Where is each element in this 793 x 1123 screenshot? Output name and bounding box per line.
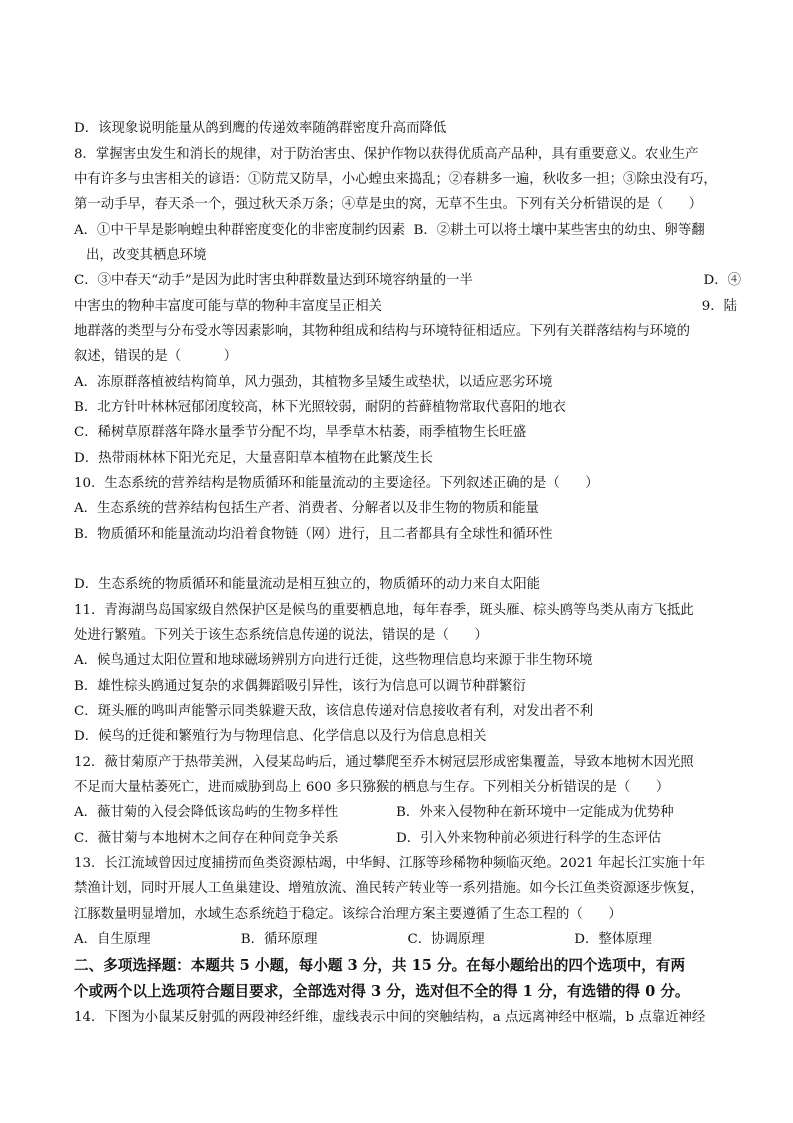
q10-stem: 10．生态系统的营养结构是物质循环和能量流动的主要途径。下列叙述正确的是（ ） [74,476,599,491]
q12-options-ab [74,801,741,825]
q11-stem-line1: 11．青海湖鸟岛国家级自然保护区是候鸟的重要栖息地，每年春季，斑头雁、棕头鸥等鸟类从南方飞抵此 [74,603,694,618]
section2-heading-line2: 个或两个以上选项符合题目要求，全部选对得 3 分，选对但不全的得 1 分，有选错的得 0 分。 [74,983,690,1000]
q8-option-b-cont: 出，改变其栖息环境 [86,248,207,263]
q14-stem-line1: 14．下图为小鼠某反射弧的两段神经纤维，虚线表示中间的突触结构，a 点远离神经中枢端，b 点靠近神经 [74,1010,706,1025]
q13-option-c: C．协调原理 [407,932,485,947]
q11-option-d: D．候鸟的迁徙和繁殖行为与物理信息、化学信息以及行为信息息相关 [74,729,487,744]
q9-option-d: D．热带雨林林下阳光充足，大量喜阳草本植物在此繁茂生长 [74,451,433,466]
q13-stem-line2: 禁渔计划，同时开展人工鱼巢建设、增殖放流、渔民转产转业等一系列措施。如今长江鱼类资源逐步恢复， [74,881,704,896]
q9-number: 9．陆 [701,299,737,314]
q11-option-c: C．斑头雁的鸣叫声能警示同类躲避天敌，该信息传递对信息接收者有利，对发出者不利 [74,704,594,719]
q8-option-c-text: C．③中春天“动手”是因为此时害虫种群数量达到环境容纳量的一半 [74,273,473,288]
q9-option-a: A．冻原群落植被结构简单，风力强劲，其植物多呈矮生或垫状，以适应恶劣环境 [74,375,553,390]
q8-stem-line3: 第一动手早，春天杀一个，强过秋天杀万条；④草是虫的窝，无草不生虫。下列有关分析错误的是（ ） [74,197,703,212]
q8-option-c [74,269,741,293]
q12-option-b: B．外来入侵物种在新环境中一定能成为优势种 [396,805,674,820]
q13-option-d: D．整体原理 [574,932,652,947]
section2-heading-line1: 二、多项选择题：本题共 5 小题，每小题 3 分，共 15 分。在每小题给出的四个选项中，有两 [74,957,686,974]
q12-stem-line2: 不足而大量枯萎死亡，进而威胁到岛上 600 多只猕猴的栖息与生存。下列相关分析错误的是（ ） [74,780,670,795]
q12-stem-line1: 12．薇甘菊原产于热带美洲，入侵某岛屿后，通过攀爬至乔木树冠层形成密集覆盖，导致本地树木因光照 [74,755,694,770]
q13-stem-line3: 江豚数量明显增加，水域生态系统趋于稳定。该综合治理方案主要遵循了生态工程的（ ） [74,907,622,922]
q11-option-a: A．候鸟通过太阳位置和地球磁场辨别方向进行迁徙，这些物理信息均来源于非生物环境 [74,653,593,668]
q11-stem-line2: 处进行繁殖。下列关于该生态系统信息传递的说法，错误的是（ ） [74,628,488,643]
q7-option-c [74,92,741,116]
q12-option-c: C．薇甘菊与本地树木之间存在种间竞争关系 [74,831,339,846]
q8-stem-line2: 中有许多与虫害相关的谚语：①防荒又防旱，小心蝗虫来捣乱；②春耕多一遍，秋收多一担；③除虫没有巧， [74,172,717,187]
q9-stem-line1: 地群落的类型与分布受水等因素影响，其物种组成和结构与环境特征相适应。下列有关群落结构与环境的 [74,324,690,339]
q9-option-c: C．稀树草原群落年降水量季节分配不均，旱季草木枯萎，雨季植物生长旺盛 [74,425,527,440]
q8-stem-line1: 8．掌握害虫发生和消长的规律，对于防治害虫、保护作物以获得优质高产品种，具有重要意义。农业生产 [74,147,699,162]
q8-option-d-text: 中害虫的物种丰富度可能与草的物种丰富度呈正相关 [74,299,382,314]
q9-option-b: B．北方针叶林林冠郁闭度较高，林下光照较弱，耐阴的苔藓植物常取代喜阳的地衣 [74,400,566,415]
q9-stem-line2: 叙述，错误的是（ ） [74,349,238,364]
q10-option-c [74,548,741,572]
q12-option-a: A．薇甘菊的入侵会降低该岛屿的生物多样性 [74,805,339,820]
q7-option-d: D．该现象说明能量从鸽到鹰的传递效率随鸽群密度升高而降低 [74,121,447,136]
q10-option-b: B．物质循环和能量流动均沿着食物链（网）进行，且二者都具有全球性和循环性 [74,527,553,542]
q12-option-d: D．引入外来物种前必须进行科学的生态评估 [396,831,662,846]
q13-option-b: B．循环原理 [240,932,318,947]
q8-option-a: A．①中干旱是影响蝗虫种群密度变化的非密度制约因素 B．②耕土可以将土壤中某些害虫的幼虫、卵等翻 [74,223,705,238]
q13-options [74,928,741,952]
q10-option-d: D．生态系统的物质循环和能量流动是相互独立的，物质循环的动力来自太阳能 [74,577,541,592]
q10-option-a: A．生态系统的营养结构包括生产者、消费者、分解者以及非生物的物质和能量 [74,501,539,516]
q13-option-a: A．自生原理 [74,932,151,947]
q8-option-d-label: D．④ [703,273,741,288]
q11-option-b: B．雄性棕头鸥通过复杂的求偶舞蹈吸引异性，该行为信息可以调节种群繁衍 [74,679,526,694]
q8-option-d [74,295,741,319]
q12-options-cd [74,827,741,851]
q13-stem-line1: 13．长江流域曾因过度捕捞而鱼类资源枯竭，中华鲟、江豚等珍稀物种频临灭绝。2021 年起长江实施十年 [74,856,706,871]
